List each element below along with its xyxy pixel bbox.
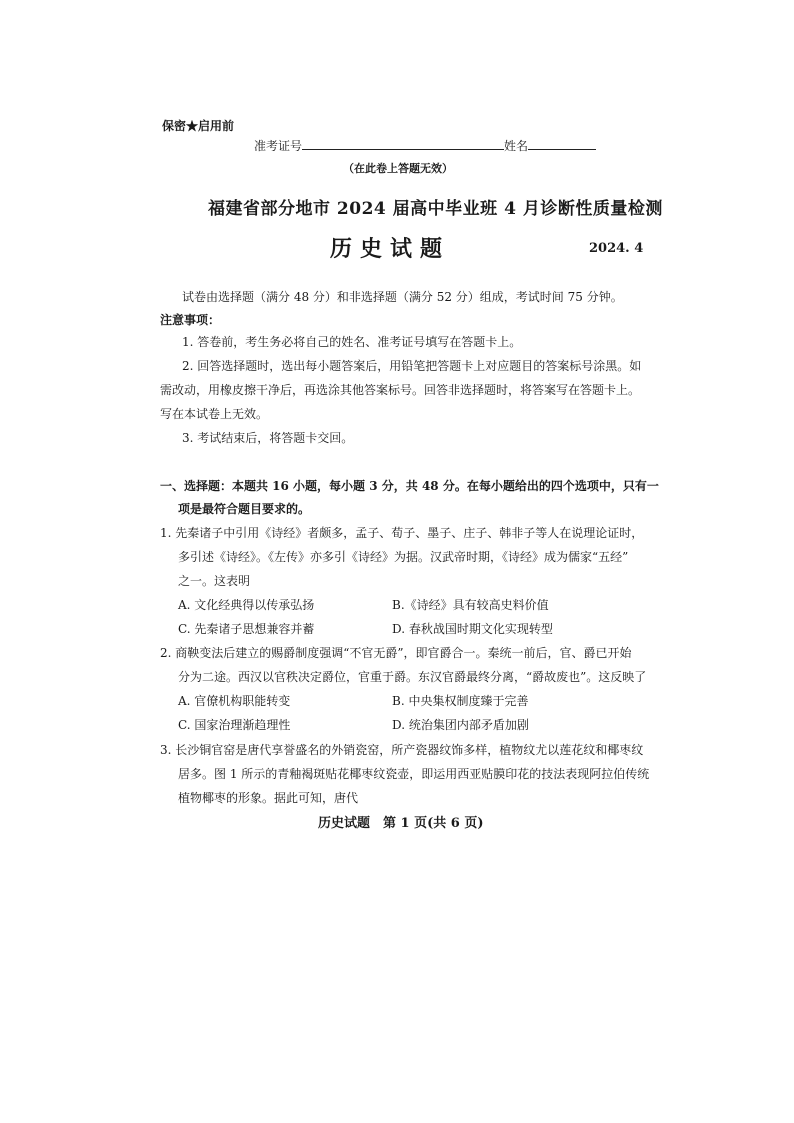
notice-item-2-line-1: 2. 回答选择题时，选出每小题答案后，用铅笔把答题卡上对应题目的答案标号涂黑。如 (182, 359, 642, 373)
question-1-line-3: 之一。这表明 (178, 574, 251, 588)
confidential-label: 保密★启用前 (162, 119, 235, 133)
notice-heading: 注意事项： (160, 313, 221, 327)
question-2-option-d: D. 统治集团内部矛盾加剧 (392, 718, 529, 732)
subject-title: 历史试题 (330, 236, 451, 262)
notice-item-1: 1. 答卷前，考生务必将自己的姓名、准考证号填写在答题卡上。 (182, 335, 522, 349)
question-2-line-1: 2. 商鞅变法后建立的赐爵制度强调“不官无爵”，即官爵合一。秦统一前后，官、爵已开始 (160, 646, 632, 660)
question-1-line-1: 1. 先秦诸子中引用《诗经》者颇多，孟子、荀子、墨子、庄子、韩非子等人在说理论证时， (160, 526, 644, 540)
page-footer: 历史试题 第 1 页(共 6 页) (318, 816, 484, 831)
exam-title: 福建省部分地市 2024 届高中毕业班 4 月诊断性质量检测 (208, 199, 663, 219)
exam-id-field (302, 137, 504, 150)
question-2-option-a: A. 官僚机构职能转变 (178, 694, 291, 708)
question-3-line-2: 居多。图 1 所示的青釉褐斑贴花椰枣纹瓷壶，即运用西亚贴膜印花的技法表现阿拉伯传统 (178, 767, 650, 781)
question-1-line-2: 多引述《诗经》。《左传》亦多引《诗经》为据。汉武帝时期，《诗经》成为儒家“五经” (178, 550, 629, 564)
invalid-answer-note: （在此卷上答题无效） (343, 162, 453, 175)
notice-item-2-line-2: 需改动，用橡皮擦干净后，再选涂其他答案标号。回答非选择题时，将答案写在答题卡上。 (160, 383, 641, 397)
notice-item-2-line-3: 写在本试卷上无效。 (160, 407, 269, 421)
question-1-option-a: A. 文化经典得以传承弘扬 (178, 598, 315, 612)
question-1-option-d: D. 春秋战国时期文化实现转型 (392, 622, 553, 636)
question-2-option-c: C. 国家治理渐趋理性 (178, 718, 291, 732)
name-field (528, 137, 596, 150)
question-2-line-2: 分为二途。西汉以官秩决定爵位，官重于爵。东汉官爵最终分离，“爵故废也”。这反映了 (178, 670, 647, 684)
name-label: 姓名 (504, 139, 529, 153)
question-1-option-b: B.《诗经》具有较高史料价值 (392, 598, 549, 612)
question-3-line-1: 3. 长沙铜官窑是唐代享誉盛名的外销瓷窑，所产瓷器纹饰多样，植物纹尤以莲花纹和椰枣纹 (160, 743, 644, 757)
section-heading-line-1: 一、选择题：本题共 16 小题，每小题 3 分，共 48 分。在每小题给出的四个选项中，只有一 (160, 479, 659, 493)
notice-item-3: 3. 考试结束后，将答题卡交回。 (182, 431, 354, 445)
section-heading-line-2: 项是最符合题目要求的。 (178, 502, 311, 516)
question-2-option-b: B. 中央集权制度臻于完善 (392, 694, 529, 708)
question-1-option-c: C. 先秦诸子思想兼容并蓄 (178, 622, 315, 636)
exam-id-label: 准考证号 (254, 139, 303, 153)
exam-date: 2024. 4 (589, 241, 644, 256)
candidate-info-line (254, 137, 596, 154)
question-3-line-3: 植物椰枣的形象。据此可知，唐代 (178, 791, 359, 805)
instructions-intro: 试卷由选择题（满分 48 分）和非选择题（满分 52 分）组成，考试时间 75 分钟。 (182, 290, 623, 304)
